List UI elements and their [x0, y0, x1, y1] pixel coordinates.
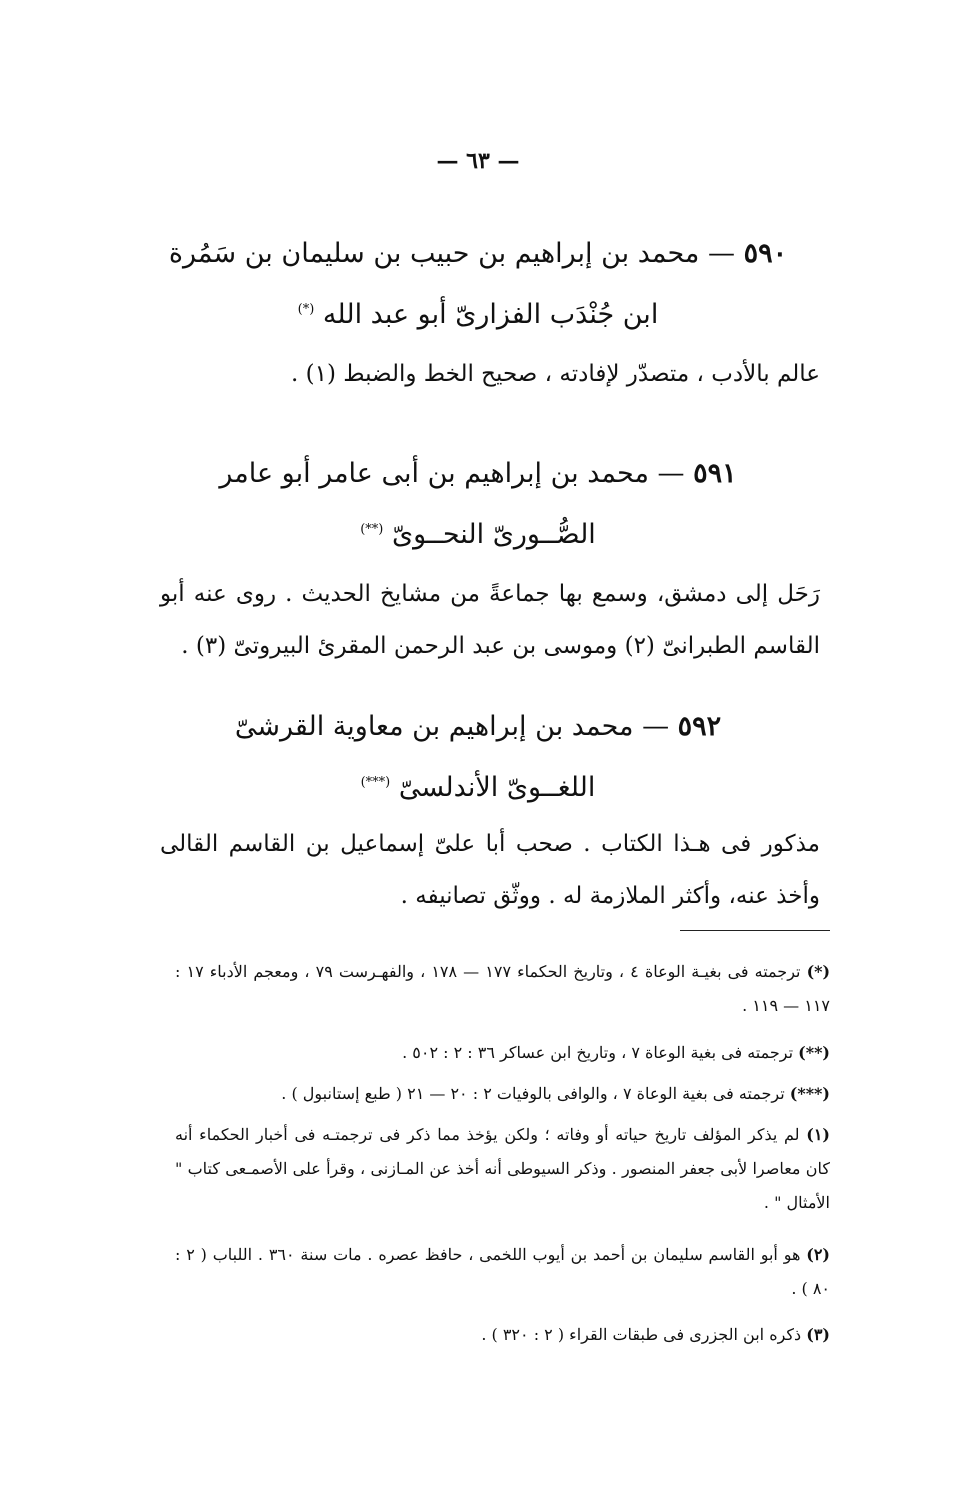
- entry-title-line-2: [120, 508, 836, 557]
- entry-number: ٥٩٠: [743, 238, 788, 269]
- footnote-text: ترجمته فى بغيـة الوعاة ٤ ، وتاريخ الحكماء ١٧٧ — ١٧٨ ، والفهـرست ٧٩ ، ومعجم الأدباء ١٧ : ١١٧ — ١١٩ .: [175, 962, 830, 1015]
- entry-name-continued: الصُّــورىّ النحــوىّ: [391, 519, 596, 550]
- entry-title-line: [120, 232, 836, 276]
- footnote-ref: (**): [360, 522, 384, 537]
- entry-heading: [120, 705, 836, 810]
- footnote: [175, 1238, 830, 1306]
- footnote: [175, 1077, 830, 1111]
- entry-dash: —: [642, 711, 670, 742]
- footnote-mark: (١): [806, 1125, 830, 1144]
- entry-title-line: [120, 452, 836, 496]
- footnote-separator: [680, 930, 830, 931]
- footnote-mark: (***): [789, 1084, 830, 1103]
- entry-number: ٥٩١: [693, 458, 737, 489]
- footnote: [175, 1118, 830, 1220]
- footnote-mark: (*): [806, 962, 831, 981]
- footnote-text: لم يذكر المؤلف تاريخ حياته أو وفاته ؛ ولكن يؤخذ مما ذكر فى ترجمتـه فى أخبار الحكماء أنه كان معاصرا لأبى جعفر المنصور . وذكر السيوطى أنه أخذ عن المـازنى ، وقرأ على الأصمـعى كتاب " الأمثال " .: [175, 1125, 830, 1212]
- footnote-mark: (**): [798, 1043, 830, 1062]
- entry-name: محمد بن إبراهيم بن أبى عامر أبو عامر: [219, 458, 649, 489]
- footnote-ref: (***): [360, 775, 391, 790]
- entry-dash: —: [657, 458, 685, 489]
- footnote-text: ترجمته فى بغية الوعاة ٧ ، وتاريخ ابن عساكر ٣٦ : ٢ : ٥٠٢ .: [402, 1043, 794, 1062]
- entry-body: عالم بالأدب ، متصدّر لإفادته ، صحيح الخط والضبط (١) .: [291, 361, 820, 387]
- page-number: — ٦٣ —: [436, 148, 520, 174]
- footnote: [175, 1036, 830, 1070]
- entry-body: مذكور فى هـذا الكتاب . صحب أبا علىّ إسماعيل بن القاسم القالى وأخذ عنه، وأكثر الملازمة له . ووثّق تصانيفه .: [160, 831, 820, 909]
- footnote-text: ذكره ابن الجزرى فى طبقات القراء ( ٢ : ٣٢٠ ) .: [481, 1325, 802, 1344]
- entry-title-line: [120, 705, 836, 749]
- footnote-mark: (٣): [806, 1325, 830, 1344]
- entry-name-continued: اللغــوىّ الأندلسىّ: [398, 772, 596, 803]
- entry-number: ٥٩٢: [677, 711, 722, 742]
- footnote-text: ترجمته فى بغية الوعاة ٧ ، والوافى بالوفيات ٢ : ٢٠ — ٢١ ( طبع إستانبول ) .: [281, 1084, 785, 1103]
- entry-name-continued: ابن جُنْدَب الفزارىّ أبو عبد الله: [322, 299, 659, 330]
- entry-dash: —: [708, 238, 735, 269]
- footnote-text: هو أبو القاسم سليمان بن أحمد بن أيوب اللخمى ، حافظ عصره . مات سنة ٣٦٠ . اللباب ( ٢ : ٨٠ ) .: [175, 1245, 830, 1298]
- entry-title-line-2: [120, 761, 836, 810]
- entry-heading: [120, 452, 836, 557]
- footnote: [175, 955, 830, 1023]
- footnote: [175, 1318, 830, 1352]
- entry-title-line-2: [120, 288, 836, 337]
- entry-name: محمد بن إبراهيم بن حبيب بن سليمان بن سَمُرة: [168, 238, 700, 269]
- footnote-ref: (*): [297, 302, 315, 317]
- footnote-mark: (٢): [806, 1245, 830, 1264]
- entry-body: رَحَل إلى دمشق، وسمع بها جماعةً من مشايخ الحديث . روى عنه أبو القاسم الطبرانىّ (٢) وموسى بن عبد الرحمن المقرئ البيروتىّ (٣) .: [160, 581, 820, 659]
- entry-heading: [120, 232, 836, 337]
- entry-name: محمد بن إبراهيم بن معاوية القرشىّ: [234, 711, 634, 742]
